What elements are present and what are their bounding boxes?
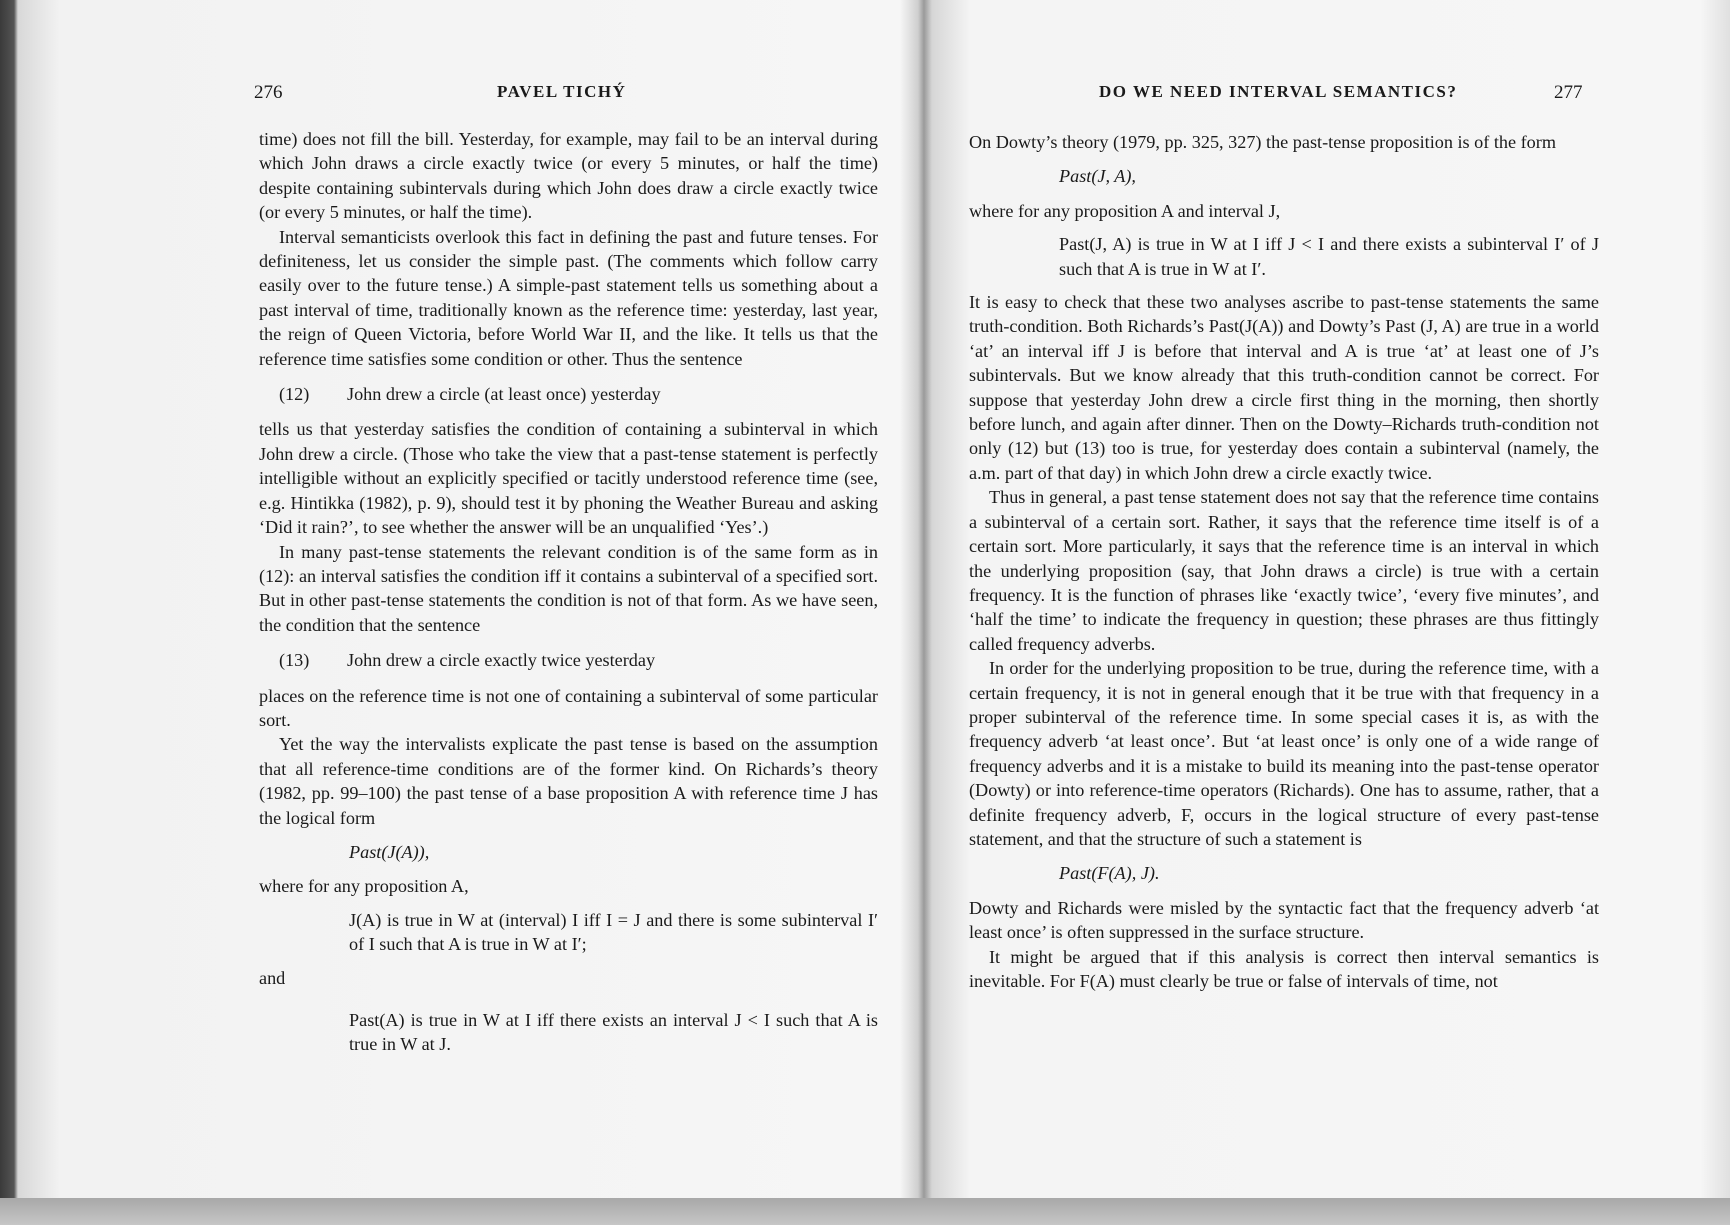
- right-paragraph-7: It might be argued that if this analysis is correct then interval semantics is inevitable. For F(A) must clearly be true or false of intervals of time, not: [969, 946, 1599, 991]
- right-formula-2: [1059, 861, 1599, 885]
- example-12-text: John drew a circle (at least once) yesterday: [347, 384, 661, 405]
- right-running-head: DO WE NEED INTERVAL SEMANTICS?: [1099, 82, 1458, 101]
- left-paragraph-6: Yet the way the intervalists explicate the past tense is based on the assumption that all reference-time conditions are of the former kind. On Richards’s theory (1982, pp. 99–100) the past tense of a base proposition A with reference time J has the logical form: [259, 734, 878, 828]
- left-body: [259, 127, 878, 1066]
- example-12-number: (12): [279, 384, 310, 405]
- right-paragraph-4: Thus in general, a past tense statement does not say that the reference time contains a subinterval of a certain sort. Rather, it says that the reference time itself is of a certain sort. More particularly, it says that the reference time is an interval in which the underlying proposition (say, that John draws a circle) is true with a certain frequency. It is the function of phrases like ‘exactly twice’, ‘every five minutes’, and ‘half the time’ to indicate the frequency in question; these phrases are thus fittingly called frequency adverbs.: [969, 487, 1599, 654]
- example-13: [279, 648, 878, 672]
- left-paragraph-3: tells us that yesterday satisfies the condition of containing a subinterval in which John drew a circle. (Those who take the view that a past-tense statement is perfectly intelligible without an explicitly specified or tacitly understood reference time (see, e.g. Hintikka (1982), p. 9), should test it by phoning the Weather Bureau and asking ‘Did it rain?’, to see whether the answer will be an unqualified ‘Yes’.): [259, 419, 878, 538]
- left-paragraph-1: time) does not fill the bill. Yesterday, for example, may fail to be an interval during which John draws a circle exactly twice (or every 5 minutes, or half the time) despite containing subintervals during which John does draw a circle exactly twice (or every 5 minutes, or half the time).: [259, 129, 878, 223]
- right-paragraph-1: On Dowty’s theory (1979, pp. 325, 327) the past-tense proposition is of the form: [969, 132, 1556, 152]
- right-formula-1-text: Past(J, A),: [1059, 166, 1136, 187]
- left-page-number: 276: [254, 82, 283, 103]
- left-paragraph-4: In many past-tense statements the relevant condition is of the same form as in (12): an interval satisfies the condition iff it contains a subinterval of a specified sort. But in other past-tense statements the condition is not of that form. As we have seen, the condition that the sentence: [259, 541, 878, 635]
- example-12: [279, 382, 878, 406]
- right-paragraph-2: where for any proposition A and interval J,: [969, 200, 1281, 221]
- left-paragraph-5: places on the reference time is not one of containing a subinterval of some particular sort.: [259, 685, 878, 730]
- right-formula-2-text: Past(F(A), J).: [1059, 863, 1160, 884]
- left-paragraph-2: Interval semanticists overlook this fact in defining the past and future tenses. For definiteness, let us consider the simple past. (The comments which follow carry easily over to the future tense.) A simple-past statement tells us something about a past interval of time, traditionally known as the reference time: yesterday, last year, the reign of Queen Victoria, before World War II, and the like. It tells us that the reference time satisfies some condition or other. Thus the sentence: [259, 226, 878, 369]
- right-paragraph-3: It is easy to check that these two analyses ascribe to past-tense statements the same truth-condition. Both Richards’s Past(J(A)) and Dowty’s Past (J, A) are true in a world ‘at’ an interval iff J is before that interval and A is true ‘at’ at least one of J’s subintervals. But we know already that this truth-condition cannot be correct. For suppose that yesterday John drew a circle first thing in the morning, then shortly before lunch, and again after dinner. Then on the Dowty–Richards truth-condition not only (12) but (13) too is true, for yesterday does contain a subinterval (namely, the a.m. part of that day) in which John drew a circle exactly twice.: [969, 292, 1599, 483]
- left-definition-2: Past(A) is true in W at I iff there exists an interval J < I such that A is true in W at J.: [349, 1010, 878, 1055]
- example-13-text: John drew a circle exactly twice yesterday: [347, 650, 656, 671]
- right-page: [924, 0, 1730, 1198]
- left-formula-1-text: Past(J(A)),: [349, 841, 430, 862]
- left-and-word: and: [259, 967, 286, 988]
- scanner-edge: [0, 1198, 1730, 1225]
- left-definition-1: J(A) is true in W at (interval) I iff I = J and there is some subinterval I′ of I such that A is true in W at I′;: [349, 909, 878, 955]
- right-paragraph-5: In order for the underlying proposition to be true, during the reference time, with a certain frequency, it is not in general enough that it be true with that frequency in a proper subinterval of the reference time. In some special cases it is, as with the frequency adverb ‘at least once’. But ‘at least once’ is only one of a wide range of frequency adverbs and it is a mistake to build its meaning into the past-tense operator (Dowty) or into reference-time operators (Richards). One has to assume, rather, that a definite frequency adverb, F, occurs in the logical structure of every past-tense statement, and that the structure of such a statement is: [969, 658, 1599, 849]
- left-paragraph-7: where for any proposition A,: [259, 876, 469, 897]
- right-body: [969, 130, 1599, 993]
- example-13-number: (13): [279, 650, 310, 671]
- left-formula-1: [349, 840, 878, 864]
- left-running-head: PAVEL TICHÝ: [497, 82, 627, 101]
- right-paragraph-6: Dowty and Richards were misled by the syntactic fact that the frequency adverb ‘at least once’ is often suppressed in the surface structure.: [969, 897, 1599, 943]
- right-formula-1: [1059, 164, 1599, 188]
- right-page-number: 277: [1554, 82, 1583, 103]
- right-definition-1: Past(J, A) is true in W at I iff J < I and there exists a subinterval I′ of J such that A is true in W at I′.: [1059, 234, 1599, 279]
